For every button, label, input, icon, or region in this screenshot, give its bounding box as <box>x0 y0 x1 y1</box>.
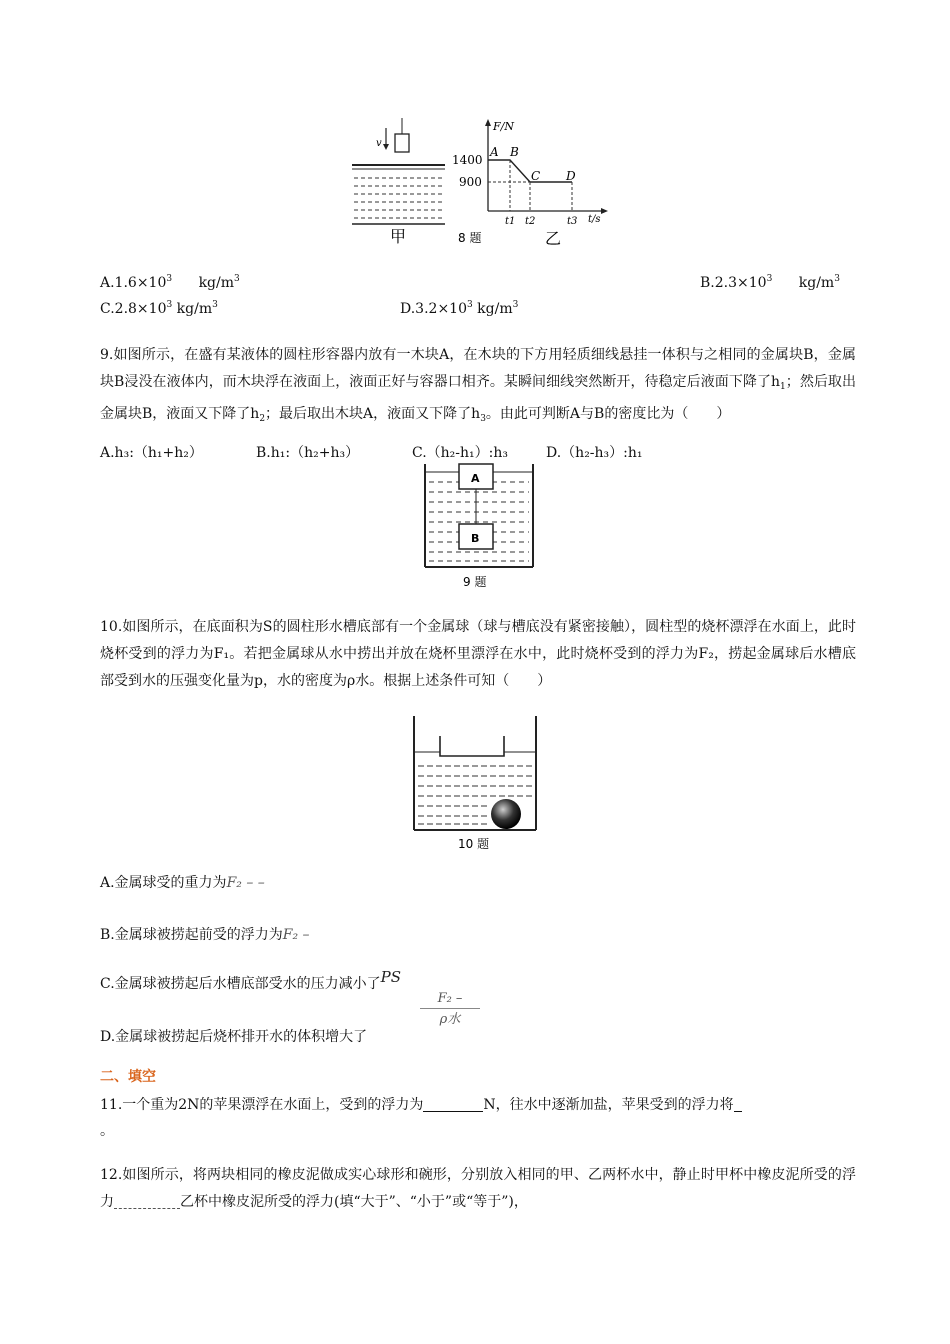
q8-right-label: 乙 <box>545 229 562 248</box>
q8-force-curve <box>488 160 572 182</box>
q9-option-c: C.（h₂-h₁）:h₃ <box>412 445 508 461</box>
q9-option-d: D.（h₂-h₃）:h₁ <box>546 445 643 461</box>
q9-option-b: B.h₁:（h₂+h₃） <box>256 445 360 461</box>
q9-caption: 9 题 <box>463 575 487 589</box>
q8-option-a: $A.1.6\times 10^3$ $kg/m^3$ <box>100 274 240 291</box>
q10-stem: 10.如图所示，在底面积为S的圆柱形水槽底部有一个金属球（球与槽底没有紧密接触），圆柱型的烧杯漂浮在水面上，此时烧杯受到的浮力为F₁。若把金属球从水中捞出并放在烧杯里漂浮在水中，此时烧杯受到的浮力为F₂，捞起金属球后水槽底部受到水的压强变化量为p，水的密度为ρ水。根据上述条件可知（ ） <box>100 619 856 689</box>
q8-v-label: v <box>376 138 382 149</box>
q10-option-d: D.金属球被捞起后烧杯排开水的体积增大了 <box>100 1029 368 1045</box>
q8-point-a: A <box>490 145 499 159</box>
q11-blank-1[interactable] <box>423 1095 483 1112</box>
q8-x-tick-t3: t3 <box>567 216 578 227</box>
q8-block <box>395 134 409 152</box>
q11-stem-end: 。 <box>100 1123 114 1139</box>
q10-option-d-fraction: F₂ – ρ水 <box>420 990 480 1031</box>
q9-stem: 9.如图所示，在盛有某液体的圆柱形容器内放有一木块A，在木块的下方用轻质细线悬挂一体积与之相同的金属块B，金属块B浸没在液体内，而木块浮在液面上，液面正好与容器口相齐。某瞬间细线突然断开，待稳定后液面下降了$h_1$；然后取出金属块B，液面又下降了$h_2$；最后取出木块A，液面又下降了$h_3$。由此可判断A与B的密度比为（ ） <box>100 347 856 424</box>
q8-y-axis-label: F/N <box>493 120 514 133</box>
q10-caption: 10 题 <box>458 837 490 851</box>
q8-y-tick-900: 900 <box>459 175 482 189</box>
q10-figure <box>410 716 540 854</box>
q10-option-a: A.金属球受的重力为F₂ – – <box>100 875 265 891</box>
q12-stem: 12.如图所示，将两块相同的橡皮泥做成实心球形和碗形，分别放入相同的甲、乙两杯水中，静止时甲杯中橡皮泥所受的浮力 乙杯中橡皮泥所受的浮力(填“大于”、“小于”或“等于”)， <box>100 1167 856 1210</box>
q8-container-drawing <box>352 118 445 246</box>
q8-figure <box>340 112 620 252</box>
q11-stem: 11.一个重为2N的苹果漂浮在水面上，受到的浮力为 N，往水中逐渐加盐，苹果受到的浮力将 <box>100 1092 742 1118</box>
q8-figure-svg <box>340 112 620 252</box>
q10-beaker <box>440 736 504 756</box>
q10-figure-svg <box>410 716 540 854</box>
q10-metal-ball <box>491 799 521 829</box>
q11-blank-2[interactable] <box>734 1095 742 1112</box>
q10-option-c: C.金属球被捞起后水槽底部受水的压力减小了PS <box>100 968 402 992</box>
q9-figure-svg <box>415 462 545 594</box>
q8-point-b: B <box>510 145 519 159</box>
q8-option-b: $B.2.3\times 10^3$ $kg/m^3$ <box>700 274 840 291</box>
q8-x-tick-t1: t1 <box>505 216 516 227</box>
q9-figure <box>415 462 545 594</box>
q8-point-c: C <box>531 169 541 183</box>
q9-block-b-label: B <box>471 532 480 545</box>
q8-y-tick-1400: 1400 <box>452 153 483 167</box>
q8-x-tick-t2: t2 <box>525 216 536 227</box>
q12-blank[interactable] <box>114 1192 180 1209</box>
q8-point-d: D <box>566 169 576 183</box>
q8-option-c: $C.2.8\times 10^3$ $kg/m^3$ <box>100 300 218 317</box>
q8-caption: 8 题 <box>458 231 482 245</box>
q10-option-b: B.金属球被捞起前受的浮力为F₂ – <box>100 927 310 943</box>
section-title: 二、填空 <box>100 1069 156 1085</box>
q9-block-a-label: A <box>471 472 480 485</box>
q8-option-d: $D.3.2\times 10^3$ $kg/m^3$ <box>400 300 519 317</box>
q8-x-axis-label: t/s <box>588 214 601 225</box>
q8-left-label: 甲 <box>390 227 407 246</box>
q9-option-a: A.h₃:（h₁+h₂） <box>100 445 203 461</box>
q8-graph <box>452 119 608 248</box>
